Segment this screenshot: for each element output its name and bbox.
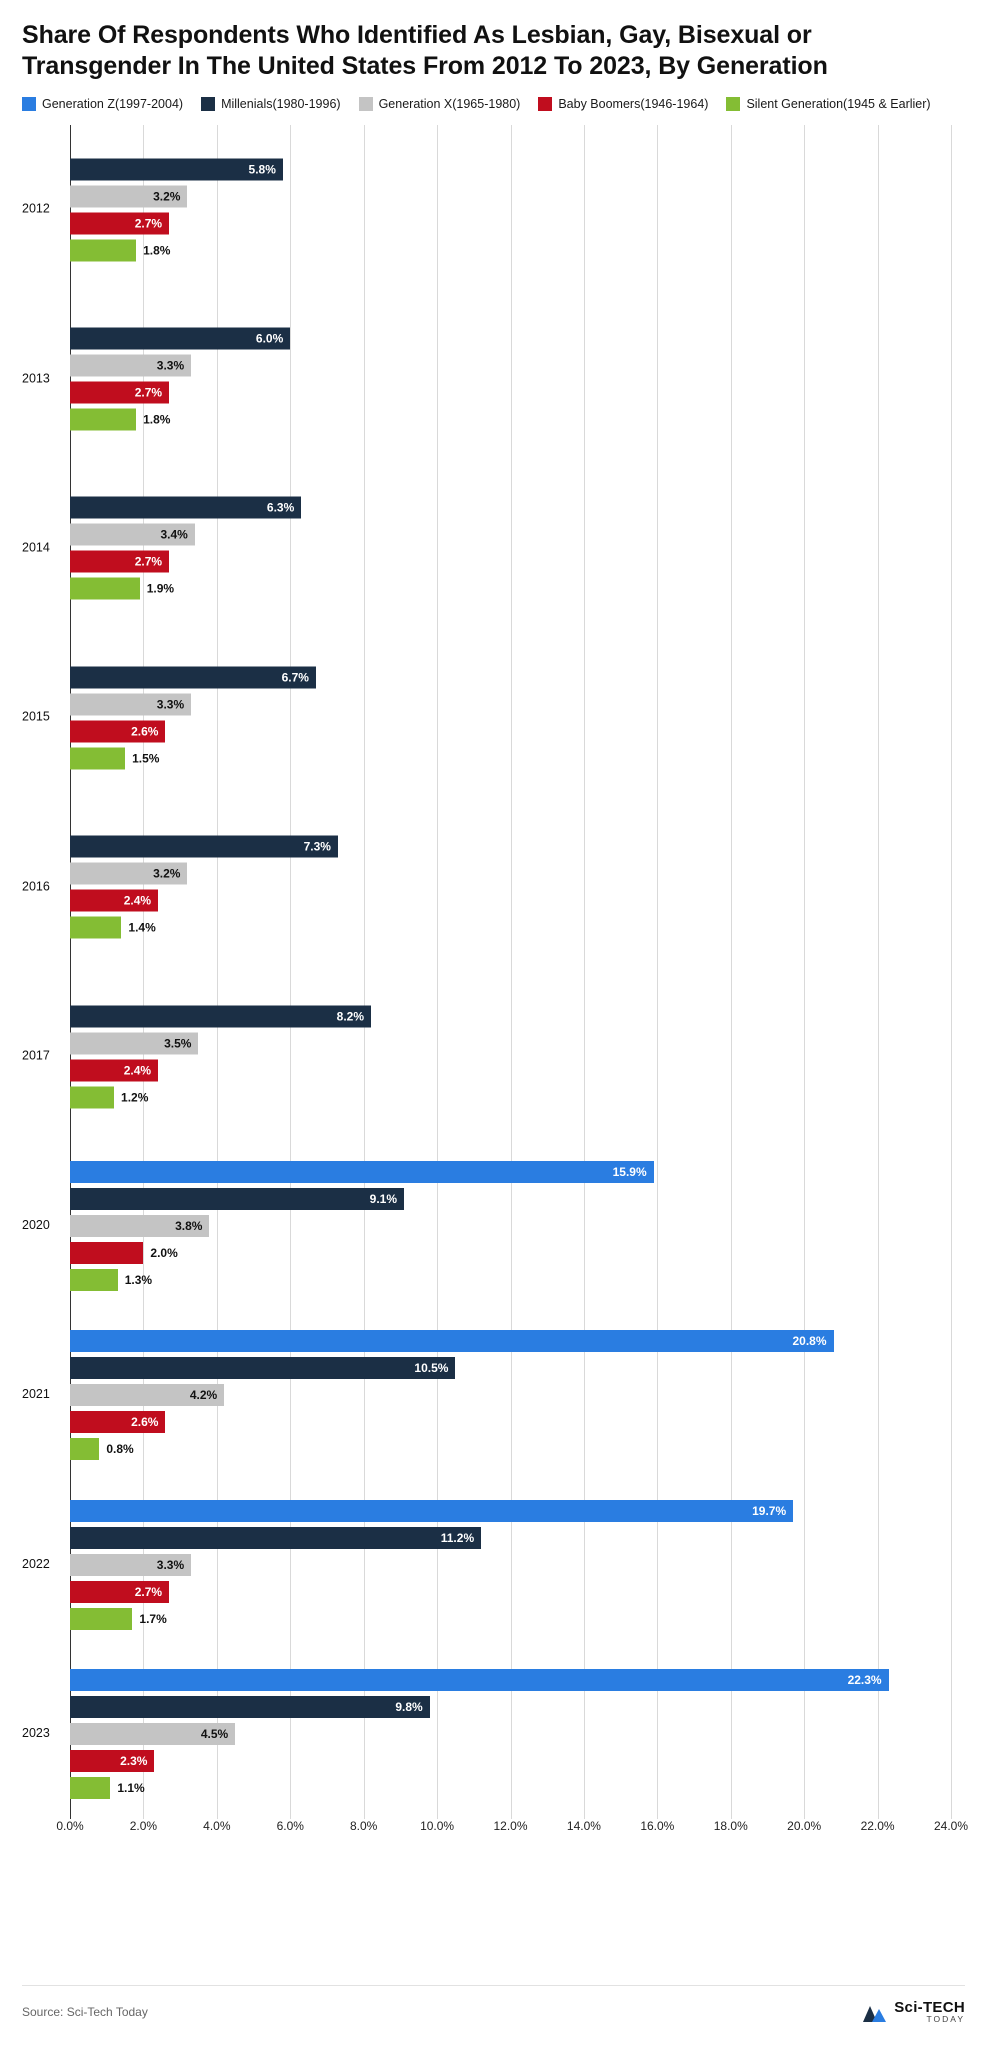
brand-text bbox=[894, 2000, 965, 2024]
bar-groups bbox=[22, 125, 951, 1819]
bar[interactable] bbox=[70, 720, 165, 742]
bar-value-label: 3.5% bbox=[164, 1036, 192, 1051]
bar-row bbox=[70, 1669, 951, 1691]
gridline bbox=[951, 125, 952, 1819]
legend-label: Generation Z(1997-2004) bbox=[42, 96, 184, 111]
bar[interactable] bbox=[70, 212, 169, 234]
bar-group-inner bbox=[22, 666, 951, 769]
bar-row bbox=[70, 328, 951, 350]
bar-row bbox=[70, 409, 951, 431]
bar[interactable] bbox=[70, 1005, 371, 1027]
bar[interactable] bbox=[70, 578, 175, 600]
bar-value-label: 8.2% bbox=[336, 1009, 364, 1024]
bar[interactable] bbox=[70, 1438, 134, 1460]
x-axis-tick-label: 22.0% bbox=[860, 1819, 895, 1833]
bar-value-label: 19.7% bbox=[752, 1503, 787, 1518]
bar[interactable] bbox=[70, 551, 169, 573]
x-axis-tick-label: 10.0% bbox=[420, 1819, 455, 1833]
page-title: Share Of Respondents Who Identified As Lesbian, Gay, Bisexual or Transgender In The United States From 2012 To 2023, By Generation bbox=[22, 21, 828, 80]
bar-row bbox=[70, 917, 951, 939]
bar-value-label: 3.2% bbox=[153, 866, 181, 881]
legend-label: Generation X(1965-1980) bbox=[378, 96, 521, 111]
bar-group bbox=[22, 125, 951, 294]
bar[interactable] bbox=[70, 1527, 481, 1549]
bar[interactable] bbox=[70, 524, 195, 546]
bar-row bbox=[70, 1059, 951, 1081]
bar[interactable] bbox=[70, 1161, 654, 1183]
x-axis-tick-label: 8.0% bbox=[349, 1819, 378, 1833]
bar[interactable] bbox=[70, 1500, 793, 1522]
bar[interactable] bbox=[70, 1554, 191, 1576]
bar-row bbox=[70, 1032, 951, 1054]
bar-value-label: 6.3% bbox=[266, 500, 295, 515]
category-label: 2012 bbox=[22, 201, 50, 216]
bar-value-label: 2.7% bbox=[134, 1584, 163, 1599]
bar-value-label: 2.7% bbox=[134, 385, 163, 400]
bar-row bbox=[70, 1438, 951, 1460]
bar-group-inner bbox=[22, 1161, 951, 1291]
bar-value-label: 3.2% bbox=[153, 189, 181, 204]
bar-group-inner bbox=[22, 158, 951, 261]
bar-row bbox=[70, 1086, 951, 1108]
bar-value-label: 0.8% bbox=[106, 1442, 134, 1457]
bar-value-label: 2.6% bbox=[131, 1415, 159, 1430]
bar-row bbox=[70, 578, 951, 600]
bar-group bbox=[22, 972, 951, 1141]
bar-value-label: 2.0% bbox=[150, 1246, 178, 1261]
bar-row bbox=[70, 1330, 951, 1352]
bar-row bbox=[70, 1581, 951, 1603]
bar-group-inner bbox=[22, 836, 951, 939]
bar-row bbox=[70, 693, 951, 715]
category-label: 2020 bbox=[22, 1218, 50, 1233]
x-axis-tick-label: 0.0% bbox=[56, 1819, 84, 1833]
category-label: 2021 bbox=[22, 1387, 50, 1402]
bar-group bbox=[22, 1311, 951, 1480]
bar-group-inner bbox=[22, 328, 951, 431]
category-label: 2017 bbox=[22, 1048, 50, 1063]
bar[interactable] bbox=[70, 1032, 198, 1054]
legend-swatch-icon bbox=[22, 97, 36, 111]
bar-value-label: 1.9% bbox=[146, 581, 175, 596]
legend-swatch-icon bbox=[201, 97, 215, 111]
bar[interactable] bbox=[70, 1215, 209, 1237]
legend-swatch-icon bbox=[726, 97, 740, 111]
bar-row bbox=[70, 720, 951, 742]
bar-row bbox=[70, 551, 951, 573]
bar-row bbox=[70, 1608, 951, 1630]
x-axis bbox=[56, 1819, 969, 1837]
bar-value-label: 6.0% bbox=[255, 331, 284, 346]
bar[interactable] bbox=[70, 239, 171, 261]
bar-row bbox=[70, 212, 951, 234]
legend-item[interactable] bbox=[22, 97, 183, 111]
bar-row bbox=[70, 747, 951, 769]
bar[interactable] bbox=[70, 1384, 224, 1406]
bar-row bbox=[70, 1411, 951, 1433]
x-axis-tick-label: 24.0% bbox=[933, 1819, 969, 1833]
bar[interactable] bbox=[70, 1723, 235, 1745]
bar-group bbox=[22, 1141, 951, 1310]
bar[interactable] bbox=[70, 1059, 158, 1081]
x-axis-tick-label: 12.0% bbox=[493, 1819, 528, 1833]
bar-group bbox=[22, 464, 951, 633]
legend-label: Baby Boomers(1946-1964) bbox=[558, 96, 709, 111]
brand-tagline: TODAY bbox=[926, 2014, 965, 2025]
bar-group bbox=[22, 803, 951, 972]
bar-value-label: 1.5% bbox=[132, 751, 160, 766]
bar-value-label: 1.2% bbox=[121, 1090, 149, 1105]
legend-label: Millenials(1980-1996) bbox=[221, 96, 341, 111]
mountain-icon bbox=[861, 2000, 887, 2024]
category-label: 2015 bbox=[22, 709, 50, 724]
bar-row bbox=[70, 863, 951, 885]
legend-swatch-icon bbox=[538, 97, 552, 111]
bar[interactable] bbox=[70, 1777, 145, 1799]
bar[interactable] bbox=[70, 863, 187, 885]
bar[interactable] bbox=[70, 1086, 149, 1108]
x-axis-tick-label: 6.0% bbox=[276, 1819, 304, 1833]
bar[interactable] bbox=[70, 355, 191, 377]
bar-group-inner bbox=[22, 1005, 951, 1108]
category-label: 2023 bbox=[22, 1726, 50, 1741]
bar-row bbox=[70, 836, 951, 858]
legend-label: Silent Generation(1945 & Earlier) bbox=[746, 96, 931, 111]
chart-area bbox=[22, 125, 969, 1867]
bar[interactable] bbox=[70, 1669, 889, 1691]
bar-row bbox=[70, 1161, 951, 1183]
bar-row bbox=[70, 666, 951, 688]
bar[interactable] bbox=[70, 1330, 834, 1352]
bar-group bbox=[22, 294, 951, 463]
bar[interactable] bbox=[70, 158, 283, 180]
bar-group-inner bbox=[22, 497, 951, 600]
chart-legend bbox=[22, 97, 932, 111]
bar-value-label: 2.6% bbox=[131, 724, 159, 739]
bar-row bbox=[70, 1777, 951, 1799]
bar[interactable] bbox=[70, 1357, 455, 1379]
bar[interactable] bbox=[70, 409, 171, 431]
bar-row bbox=[70, 158, 951, 180]
x-axis-tick-label: 16.0% bbox=[640, 1819, 675, 1833]
bar-value-label: 2.7% bbox=[134, 554, 163, 569]
footer bbox=[22, 1992, 965, 2032]
bar-value-label: 1.8% bbox=[143, 412, 171, 427]
legend-item[interactable] bbox=[359, 97, 521, 111]
bar[interactable] bbox=[70, 747, 160, 769]
bar-row bbox=[70, 1242, 951, 1264]
bar-value-label: 3.8% bbox=[175, 1219, 203, 1234]
bar-group bbox=[22, 633, 951, 802]
bar-row bbox=[70, 185, 951, 207]
x-axis-tick-label: 2.0% bbox=[129, 1819, 158, 1833]
bar-value-label: 1.1% bbox=[117, 1781, 145, 1796]
category-label: 2014 bbox=[22, 540, 50, 555]
footer-divider bbox=[22, 1985, 965, 1986]
bar[interactable] bbox=[70, 836, 338, 858]
bar-row bbox=[70, 497, 951, 519]
bar[interactable] bbox=[70, 497, 301, 519]
bar[interactable] bbox=[70, 1411, 165, 1433]
bar-value-label: 6.7% bbox=[281, 670, 309, 685]
bar-value-label: 1.8% bbox=[143, 243, 171, 258]
bar-value-label: 20.8% bbox=[792, 1334, 827, 1349]
bar-row bbox=[70, 1357, 951, 1379]
bar[interactable] bbox=[70, 666, 316, 688]
legend-item[interactable] bbox=[726, 97, 930, 111]
bar[interactable] bbox=[70, 1269, 153, 1291]
bar-value-label: 1.4% bbox=[128, 920, 156, 935]
x-axis-tick-label: 14.0% bbox=[566, 1819, 601, 1833]
bar-group-inner bbox=[22, 1500, 951, 1630]
bar-row bbox=[70, 382, 951, 404]
bar[interactable] bbox=[70, 1581, 169, 1603]
bar-row bbox=[70, 1554, 951, 1576]
bar-value-label: 2.4% bbox=[123, 1063, 152, 1078]
legend-item[interactable] bbox=[538, 97, 708, 111]
bar-value-label: 4.5% bbox=[200, 1727, 229, 1742]
legend-swatch-icon bbox=[359, 97, 373, 111]
x-axis-tick-label: 18.0% bbox=[713, 1819, 748, 1833]
category-label: 2016 bbox=[22, 879, 50, 894]
category-label: 2013 bbox=[22, 371, 50, 386]
bar-value-label: 3.4% bbox=[160, 527, 188, 542]
bar-row bbox=[70, 890, 951, 912]
plot-region bbox=[22, 125, 951, 1819]
bar[interactable] bbox=[70, 328, 290, 350]
bar-group bbox=[22, 1480, 951, 1649]
bar[interactable] bbox=[70, 382, 169, 404]
bar[interactable] bbox=[70, 185, 187, 207]
bar-row bbox=[70, 1215, 951, 1237]
bar-value-label: 7.3% bbox=[303, 839, 331, 854]
bar-group-inner bbox=[22, 1330, 951, 1460]
bar-value-label: 15.9% bbox=[612, 1165, 647, 1180]
brand-logo bbox=[861, 2000, 965, 2024]
bar-value-label: 2.3% bbox=[120, 1754, 148, 1769]
brand-name: Sci-TECH bbox=[894, 1999, 965, 2017]
bar-row bbox=[70, 1750, 951, 1772]
bar-group bbox=[22, 1650, 951, 1819]
bar-row bbox=[70, 1269, 951, 1291]
bar-row bbox=[70, 1384, 951, 1406]
bar-value-label: 3.3% bbox=[156, 358, 185, 373]
bar[interactable] bbox=[70, 1242, 178, 1264]
bar[interactable] bbox=[70, 1750, 154, 1772]
bar-value-label: 9.8% bbox=[395, 1700, 423, 1715]
bar-value-label: 2.7% bbox=[134, 216, 163, 231]
bar-value-label: 4.2% bbox=[189, 1388, 218, 1403]
bar-value-label: 5.8% bbox=[248, 162, 276, 177]
x-axis-tick-label: 4.0% bbox=[203, 1819, 231, 1833]
bar-value-label: 3.3% bbox=[156, 697, 185, 712]
bar-row bbox=[70, 1188, 951, 1210]
bar-row bbox=[70, 1500, 951, 1522]
bar-value-label: 11.2% bbox=[440, 1530, 475, 1545]
bar-value-label: 9.1% bbox=[369, 1192, 398, 1207]
bar-row bbox=[70, 355, 951, 377]
bar[interactable] bbox=[70, 693, 191, 715]
bar[interactable] bbox=[70, 890, 158, 912]
bar-value-label: 3.3% bbox=[156, 1557, 185, 1572]
bar-row bbox=[70, 1723, 951, 1745]
bar-row bbox=[70, 1527, 951, 1549]
bar[interactable] bbox=[70, 1608, 167, 1630]
bar-value-label: 1.3% bbox=[124, 1273, 153, 1288]
bar-value-label: 22.3% bbox=[847, 1673, 882, 1688]
bar-value-label: 1.7% bbox=[139, 1611, 167, 1626]
bar[interactable] bbox=[70, 917, 156, 939]
bar-group-inner bbox=[22, 1669, 951, 1799]
bar[interactable] bbox=[70, 1188, 404, 1210]
bar-value-label: 10.5% bbox=[414, 1361, 449, 1376]
bar-row bbox=[70, 239, 951, 261]
category-label: 2022 bbox=[22, 1556, 50, 1571]
bar-value-label: 2.4% bbox=[123, 893, 152, 908]
bar-row bbox=[70, 524, 951, 546]
source-text: Source: Sci-Tech Today bbox=[22, 2005, 148, 2019]
bar[interactable] bbox=[70, 1696, 430, 1718]
bar-row bbox=[70, 1696, 951, 1718]
x-axis-tick-label: 20.0% bbox=[787, 1819, 822, 1833]
legend-item[interactable] bbox=[201, 97, 341, 111]
bar-row bbox=[70, 1005, 951, 1027]
